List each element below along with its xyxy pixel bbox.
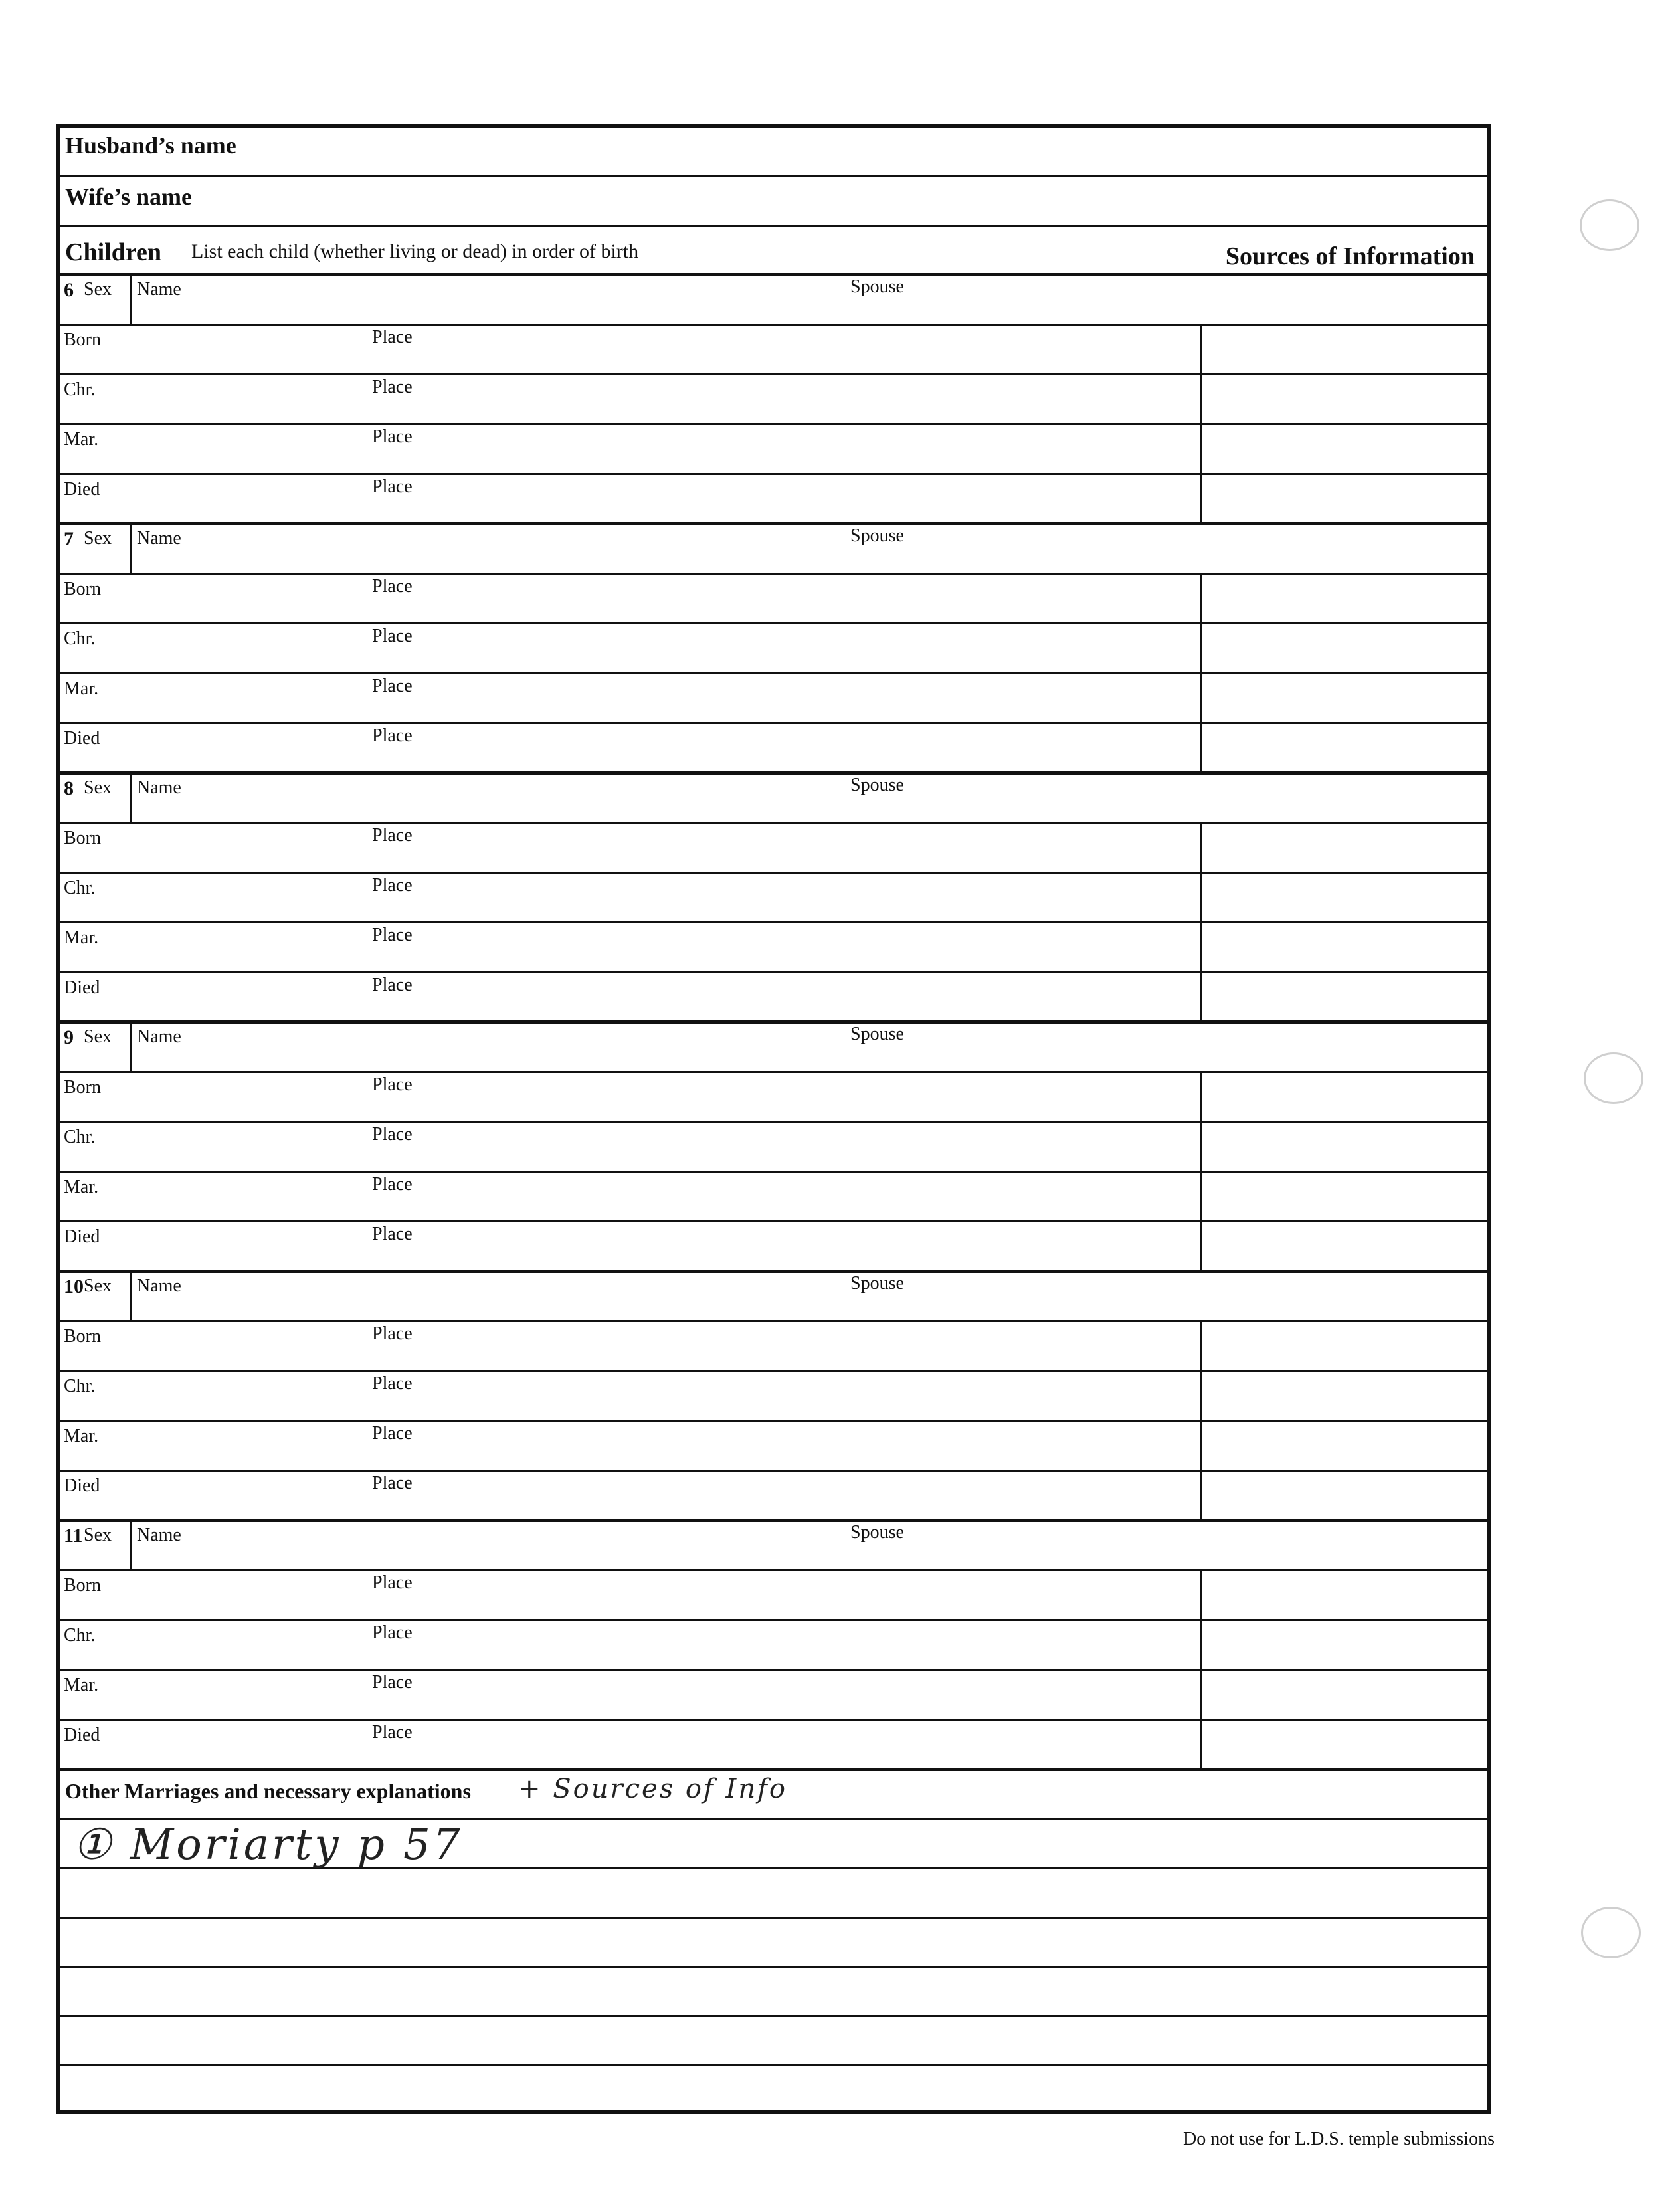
source-cell[interactable] <box>1200 874 1202 921</box>
event-row-died[interactable] <box>60 1472 1487 1521</box>
event-label: Died <box>64 1226 100 1247</box>
event-label: Born <box>64 579 101 599</box>
child-block-6 <box>60 276 1487 525</box>
event-label: Born <box>64 828 101 848</box>
place-label: Place <box>372 377 413 397</box>
event-label: Chr. <box>64 1376 96 1396</box>
child-number: 8 <box>64 777 74 799</box>
sex-label: Sex <box>84 1026 112 1047</box>
event-row-born[interactable] <box>60 1571 1487 1621</box>
note-line[interactable] <box>60 1968 1487 2017</box>
name-label: Name <box>137 777 181 798</box>
event-row-chr[interactable] <box>60 1123 1487 1173</box>
child-name-row[interactable] <box>60 1273 1487 1322</box>
sex-label: Sex <box>84 777 112 798</box>
child-sex-cell[interactable] <box>60 775 132 824</box>
child-block-7 <box>60 525 1487 775</box>
source-cell[interactable] <box>1200 326 1202 373</box>
place-label: Place <box>372 1423 413 1444</box>
source-cell[interactable] <box>1200 1571 1202 1619</box>
source-cell[interactable] <box>1200 674 1202 722</box>
spouse-label: Spouse <box>850 1273 904 1293</box>
child-number: 6 <box>64 279 74 301</box>
event-row-died[interactable] <box>60 973 1487 1023</box>
source-cell[interactable] <box>1200 575 1202 622</box>
spouse-label: Spouse <box>850 1024 904 1044</box>
child-number: 7 <box>64 528 74 550</box>
place-label: Place <box>372 1373 413 1394</box>
place-label: Place <box>372 725 413 746</box>
place-label: Place <box>372 1473 413 1493</box>
name-label: Name <box>137 1026 181 1047</box>
event-row-mar[interactable] <box>60 1671 1487 1721</box>
source-cell[interactable] <box>1200 1472 1202 1521</box>
name-label: Name <box>137 279 181 300</box>
place-label: Place <box>372 1622 413 1643</box>
source-cell[interactable] <box>1200 1073 1202 1121</box>
child-name-row[interactable] <box>60 525 1487 575</box>
children-label: Children <box>65 239 162 266</box>
source-cell[interactable] <box>1200 973 1202 1023</box>
sex-label: Sex <box>84 279 112 300</box>
source-cell[interactable] <box>1200 1621 1202 1669</box>
name-label: Name <box>137 1525 181 1545</box>
event-row-chr[interactable] <box>60 874 1487 923</box>
child-sex-cell[interactable] <box>60 1273 132 1322</box>
wife-label: Wife’s name <box>65 183 192 210</box>
place-label: Place <box>372 576 413 597</box>
sex-label: Sex <box>84 528 112 549</box>
source-cell[interactable] <box>1200 1322 1202 1370</box>
footer-note: Do not use for L.D.S. temple submissions <box>1183 2129 1495 2149</box>
place-label: Place <box>372 427 413 447</box>
event-row-mar[interactable] <box>60 1173 1487 1222</box>
event-row-died[interactable] <box>60 1222 1487 1272</box>
event-label: Chr. <box>64 878 96 898</box>
event-row-chr[interactable] <box>60 1621 1487 1671</box>
sources-label: Sources of Information <box>1225 242 1475 270</box>
event-row-born[interactable] <box>60 1073 1487 1123</box>
source-cell[interactable] <box>1200 824 1202 872</box>
place-label: Place <box>372 1672 413 1693</box>
child-block-11 <box>60 1522 1487 1771</box>
place-label: Place <box>372 327 413 347</box>
name-label: Name <box>137 528 181 549</box>
event-label: Chr. <box>64 1127 96 1147</box>
event-row-died[interactable] <box>60 1721 1487 1770</box>
source-cell[interactable] <box>1200 1721 1202 1770</box>
place-label: Place <box>372 1722 413 1743</box>
source-cell[interactable] <box>1200 475 1202 525</box>
event-row-chr[interactable] <box>60 624 1487 674</box>
note-line[interactable] <box>60 1869 1487 1919</box>
child-sex-cell[interactable] <box>60 1522 132 1571</box>
event-label: Mar. <box>64 927 99 948</box>
note-text: ① Moriarty p 57 <box>73 1820 463 1869</box>
source-cell[interactable] <box>1200 1123 1202 1171</box>
child-sex-cell[interactable] <box>60 525 132 575</box>
event-label: Died <box>64 977 100 998</box>
child-number: 11 <box>64 1525 83 1547</box>
place-label: Place <box>372 476 413 497</box>
event-label: Died <box>64 728 100 749</box>
sex-label: Sex <box>84 1525 112 1545</box>
event-label: Born <box>64 1326 101 1347</box>
note-line[interactable] <box>60 2017 1487 2066</box>
note-line[interactable] <box>60 1820 1487 1869</box>
place-label: Place <box>372 1074 413 1095</box>
event-label: Mar. <box>64 429 99 450</box>
child-name-row[interactable] <box>60 775 1487 824</box>
event-row-died[interactable] <box>60 724 1487 774</box>
event-row-born[interactable] <box>60 326 1487 375</box>
source-cell[interactable] <box>1200 1222 1202 1272</box>
place-label: Place <box>372 1124 413 1145</box>
spouse-label: Spouse <box>850 525 904 546</box>
source-cell[interactable] <box>1200 1422 1202 1470</box>
place-label: Place <box>372 875 413 896</box>
child-sex-cell[interactable] <box>60 276 132 326</box>
event-label: Mar. <box>64 1426 99 1446</box>
place-label: Place <box>372 975 413 995</box>
event-label: Mar. <box>64 678 99 699</box>
wife-row[interactable] <box>60 177 1487 227</box>
binder-hole-middle <box>1584 1052 1643 1104</box>
source-cell[interactable] <box>1200 375 1202 423</box>
place-label: Place <box>372 1323 413 1344</box>
child-block-10 <box>60 1273 1487 1522</box>
event-label: Died <box>64 479 100 500</box>
other-marriages-header <box>60 1771 1487 1820</box>
binder-hole-bottom <box>1581 1907 1641 1958</box>
event-row-mar[interactable] <box>60 674 1487 724</box>
event-row-died[interactable] <box>60 475 1487 525</box>
place-label: Place <box>372 1224 413 1244</box>
child-name-row[interactable] <box>60 1522 1487 1571</box>
child-number: 9 <box>64 1026 74 1048</box>
event-label: Died <box>64 1725 100 1745</box>
event-label: Chr. <box>64 1625 96 1646</box>
note-line[interactable] <box>60 1919 1487 1968</box>
event-row-mar[interactable] <box>60 1422 1487 1472</box>
event-row-born[interactable] <box>60 824 1487 874</box>
source-cell[interactable] <box>1200 425 1202 473</box>
event-row-chr[interactable] <box>60 1372 1487 1422</box>
husband-label: Husband’s name <box>65 132 236 159</box>
source-cell[interactable] <box>1200 1671 1202 1719</box>
other-handwritten-note: + Sources of Info <box>518 1774 787 1804</box>
event-label: Chr. <box>64 379 96 400</box>
event-label: Died <box>64 1476 100 1496</box>
child-name-row[interactable] <box>60 1024 1487 1073</box>
spouse-label: Spouse <box>850 276 904 297</box>
name-label: Name <box>137 1276 181 1296</box>
event-label: Mar. <box>64 1177 99 1197</box>
child-block-9 <box>60 1024 1487 1273</box>
source-cell[interactable] <box>1200 724 1202 774</box>
binder-hole-top <box>1580 199 1639 251</box>
event-label: Chr. <box>64 628 96 649</box>
source-cell[interactable] <box>1200 1173 1202 1220</box>
place-label: Place <box>372 676 413 696</box>
event-label: Born <box>64 1575 101 1596</box>
other-marriages-label: Other Marriages and necessary explanations <box>65 1779 471 1803</box>
source-cell[interactable] <box>1200 1372 1202 1420</box>
event-label: Mar. <box>64 1675 99 1695</box>
event-label: Born <box>64 330 101 350</box>
event-row-born[interactable] <box>60 1322 1487 1372</box>
place-label: Place <box>372 1573 413 1593</box>
husband-row[interactable] <box>60 128 1487 177</box>
place-label: Place <box>372 925 413 945</box>
event-row-born[interactable] <box>60 575 1487 624</box>
event-label: Born <box>64 1077 101 1098</box>
child-name-row[interactable] <box>60 276 1487 326</box>
event-row-chr[interactable] <box>60 375 1487 425</box>
children-instructions: List each child (whether living or dead) in order of birth <box>191 240 639 262</box>
place-label: Place <box>372 825 413 846</box>
child-number: 10 <box>64 1276 84 1297</box>
event-row-mar[interactable] <box>60 923 1487 973</box>
spouse-label: Spouse <box>850 1522 904 1543</box>
place-label: Place <box>372 1174 413 1194</box>
child-block-8 <box>60 775 1487 1024</box>
child-sex-cell[interactable] <box>60 1024 132 1073</box>
family-group-form <box>56 124 1491 2114</box>
event-row-mar[interactable] <box>60 425 1487 475</box>
place-label: Place <box>372 626 413 646</box>
children-header <box>60 227 1487 276</box>
source-cell[interactable] <box>1200 624 1202 672</box>
source-cell[interactable] <box>1200 923 1202 971</box>
spouse-label: Spouse <box>850 775 904 795</box>
sex-label: Sex <box>84 1276 112 1296</box>
note-line[interactable] <box>60 2066 1487 2115</box>
